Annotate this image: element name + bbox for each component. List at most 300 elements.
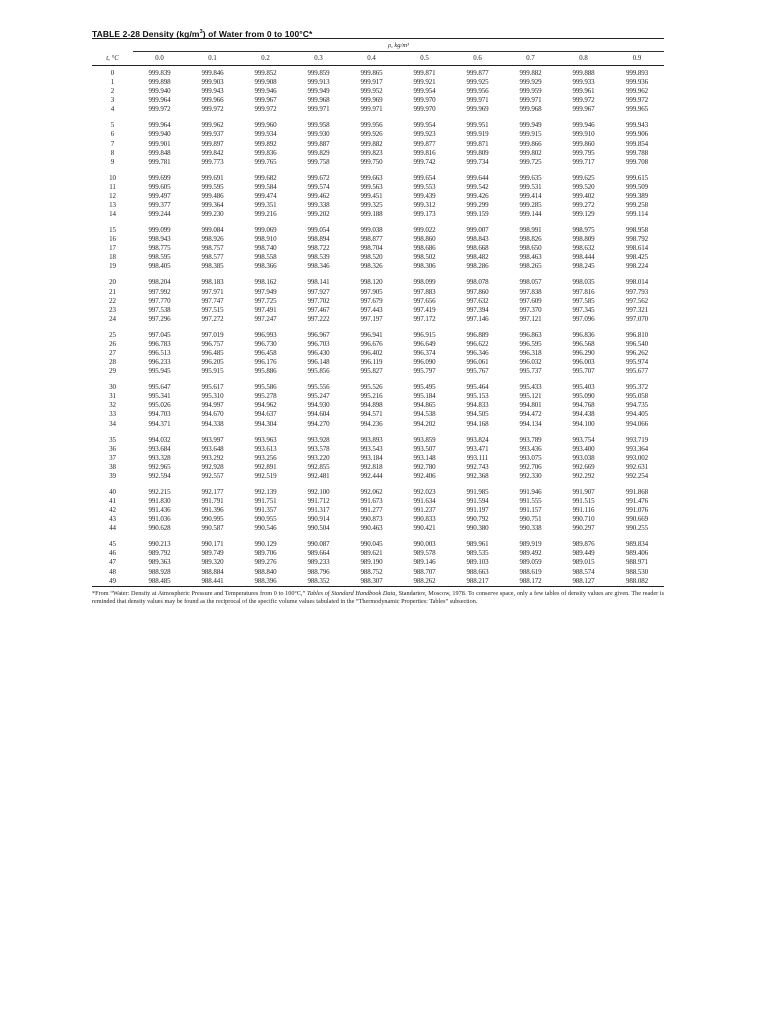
density-cell: 996.090 [413,358,436,367]
density-cell: 998.632 [572,244,595,253]
temperature-cell: 46 [109,549,116,558]
density-cell: 994.100 [572,419,595,428]
temperature-cell: 13 [109,201,116,209]
density-cell: 999.972 [201,105,224,114]
density-cell: 991.197 [466,506,489,515]
table-row [92,235,664,244]
density-cell: 999.903 [201,78,224,87]
column-header: 0.7 [504,52,557,66]
temperature-cell: 23 [109,305,116,314]
density-cell: 999.956 [466,87,489,96]
density-cell: 995.026 [148,401,171,410]
density-cell: 999.969 [360,96,383,105]
density-cell: 999.949 [307,87,330,96]
density-cell: 999.531 [519,182,542,191]
density-cell: 999.099 [148,226,171,235]
density-cell: 997.725 [254,296,277,305]
density-cell: 997.197 [360,314,383,323]
density-cell: 999.750 [360,157,383,166]
density-cell: 997.172 [413,314,436,323]
density-cell: 997.419 [413,305,436,314]
density-cell: 999.926 [360,130,383,139]
density-cell: 999.940 [148,87,171,96]
density-cell: 993.292 [201,453,224,462]
density-cell: 998.943 [148,235,171,244]
density-cell: 996.649 [413,339,436,348]
density-cell: 990.587 [201,524,224,533]
density-cell: 991.436 [148,506,171,515]
density-cell: 999.615 [625,173,649,182]
density-cell: 989.015 [572,558,595,567]
density-cell: 988.396 [254,576,277,585]
density-cell: 998.809 [572,235,595,244]
density-cell: 993.220 [307,453,330,462]
density-cell: 988.928 [148,567,171,576]
density-cell: 996.783 [148,339,171,348]
density-cell: 991.594 [466,496,489,505]
density-cell: 988.884 [201,567,224,576]
density-cell: 999.970 [413,105,436,114]
density-cell: 988.840 [254,567,277,576]
density-cell: 996.119 [360,358,383,367]
density-cell: 999.574 [307,182,330,191]
density-cell: 993.963 [254,435,277,444]
density-cell: 999.389 [625,191,649,200]
density-cell: 999.364 [201,201,224,209]
density-cell: 989.406 [625,549,649,558]
density-cell: 998.120 [360,278,383,287]
group-spacer [92,324,664,331]
density-cell: 999.910 [572,130,595,139]
table-row [92,121,664,130]
density-cell: 996.402 [360,348,383,357]
density-cell: 989.233 [307,558,330,567]
density-cell: 996.148 [307,358,330,367]
table-row [92,278,664,287]
table-footnote [92,590,664,606]
temperature-cell: 29 [109,367,116,376]
density-cell: 999.816 [413,148,436,157]
density-cell: 998.162 [254,278,277,287]
table-row [92,306,664,315]
density-cell: 995.797 [413,367,436,376]
density-cell: 991.751 [254,496,277,505]
density-cell: 999.930 [307,130,330,139]
density-cell: 992.891 [254,462,277,471]
density-cell: 999.887 [307,139,330,148]
density-cell: 999.906 [625,130,649,139]
density-cell: 990.995 [201,515,224,524]
group-spacer [92,272,664,279]
temperature-cell: 5 [110,121,115,130]
density-cell: 992.100 [307,487,330,496]
density-cell: 991.985 [466,487,489,496]
density-cell: 995.310 [201,392,224,401]
density-cell: 995.915 [201,367,224,376]
column-header: 0.0 [133,52,186,66]
density-cell: 999.007 [466,226,489,235]
density-cell: 999.758 [307,157,330,166]
density-cell: 995.945 [148,367,171,376]
density-cell: 996.836 [572,330,595,339]
density-cell: 999.956 [360,121,383,130]
density-cell: 989.492 [519,549,542,558]
table-row [92,331,664,340]
density-cell: 998.686 [413,244,436,253]
density-cell: 997.905 [360,287,383,296]
density-cell: 999.272 [572,201,595,209]
temperature-cell: 43 [109,515,116,524]
density-cell: 999.898 [148,78,171,87]
header-spacer [92,39,133,52]
density-cell: 994.703 [148,410,171,419]
density-cell: 999.520 [572,182,595,191]
density-cell: 988.352 [307,576,330,585]
density-cell: 998.306 [413,262,436,271]
density-cell: 996.430 [307,348,330,357]
temperature-cell: 38 [109,462,116,471]
density-cell: 997.146 [466,314,489,323]
density-cell: 998.326 [360,262,383,271]
density-cell: 998.346 [307,262,330,271]
density-cell: 999.244 [148,210,171,219]
density-cell: 999.839 [148,69,171,77]
density-cell: 997.609 [519,296,542,305]
density-cell: 988.172 [519,576,542,585]
temperature-cell: 10 [109,173,116,182]
density-cell: 992.780 [413,462,436,471]
temperature-cell: 44 [109,524,116,533]
density-cell: 999.958 [307,121,330,130]
density-cell: 990.255 [625,524,649,533]
density-cell: 999.129 [572,210,595,219]
table-row [92,340,664,349]
density-cell: 999.959 [519,87,542,96]
group-spacer [92,533,664,540]
density-cell: 997.345 [572,305,595,314]
density-cell: 997.632 [466,296,489,305]
temperature-cell: 8 [110,148,115,157]
density-cell: 993.075 [519,453,542,462]
table-row [92,149,664,158]
group-spacer [92,481,664,488]
density-cell: 999.563 [360,182,383,191]
density-cell: 999.708 [625,157,649,166]
temperature-cell: 34 [109,419,116,428]
density-cell: 999.871 [413,69,436,77]
density-cell: 995.586 [254,383,277,392]
density-cell: 999.462 [307,191,330,200]
density-cell: 998.877 [360,235,383,244]
density-cell: 994.505 [466,410,489,419]
density-cell: 992.743 [466,462,489,471]
temperature-cell: 49 [109,576,116,585]
table-row [92,69,664,78]
table-title-suffix: ) of Water from 0 to 100°C* [202,28,313,39]
density-cell: 998.366 [254,262,277,271]
density-cell: 997.747 [201,296,224,305]
density-cell: 988.217 [466,576,489,585]
density-cell: 997.585 [572,296,595,305]
density-cell: 999.625 [572,173,595,182]
density-cell: 999.351 [254,201,277,209]
density-cell: 991.830 [148,496,171,505]
density-cell: 990.338 [519,524,542,533]
table-row [92,515,664,524]
density-cell: 998.482 [466,253,489,262]
density-cell: 992.631 [625,462,649,471]
density-cell: 995.464 [466,383,489,392]
density-cell: 998.099 [413,278,436,287]
density-cell: 998.385 [201,262,224,271]
density-cell: 989.190 [360,558,383,567]
density-cell: 989.363 [148,558,171,567]
density-cell: 997.019 [201,330,224,339]
density-cell: 991.907 [572,487,595,496]
density-cell: 995.737 [519,367,542,376]
density-cell: 992.023 [413,487,436,496]
density-cell: 993.997 [201,435,224,444]
density-cell: 999.402 [572,191,595,200]
density-cell: 999.933 [572,78,595,87]
table-row [92,288,664,297]
density-cell: 995.767 [466,367,489,376]
density-cell: 997.793 [625,287,649,296]
density-cell: 991.237 [413,506,436,515]
table-title-prefix: TABLE 2-28 Density (kg/m [92,28,200,39]
density-cell: 999.967 [572,105,595,114]
density-cell: 999.897 [201,139,224,148]
density-cell: 998.614 [625,244,649,253]
density-cell: 989.449 [572,549,595,558]
temperature-cell: 30 [109,383,116,392]
table-row [92,201,664,210]
density-cell: 990.129 [254,540,277,549]
density-cell: 993.111 [466,453,489,462]
temperature-cell: 9 [110,157,115,166]
density-cell: 997.443 [360,305,383,314]
density-cell: 988.971 [625,558,649,567]
density-cell: 995.216 [360,392,383,401]
table-row [92,192,664,201]
density-cell: 994.066 [625,419,649,428]
column-header: 0.1 [186,52,239,66]
table-row [92,174,664,183]
density-cell: 999.964 [148,96,171,105]
density-cell: 991.555 [519,496,542,505]
density-cell: 989.621 [360,549,383,558]
density-cell: 996.346 [466,348,489,357]
temperature-cell: 1 [110,78,115,87]
density-cell: 999.954 [413,87,436,96]
density-cell: 999.312 [413,201,436,209]
density-cell: 994.538 [413,410,436,419]
density-cell: 995.856 [307,367,330,376]
density-cell: 997.816 [572,287,595,296]
table-row [92,105,664,114]
table-row [92,454,664,463]
density-cell: 999.584 [254,182,277,191]
density-cell: 998.245 [572,262,595,271]
density-cell: 997.096 [572,314,595,323]
table-row [92,358,664,367]
density-cell: 995.556 [307,383,330,392]
density-cell: 999.915 [519,130,542,139]
density-cell: 998.405 [148,262,171,271]
table-row [92,183,664,192]
density-cell: 993.507 [413,444,436,453]
density-cell: 998.014 [625,278,649,287]
density-cell: 999.486 [201,191,224,200]
density-cell: 999.937 [201,130,224,139]
density-cell: 999.788 [625,148,649,157]
density-cell: 999.773 [201,157,224,166]
density-cell: 991.515 [572,496,595,505]
density-cell: 999.946 [572,121,595,130]
density-cell: 999.842 [201,148,224,157]
document-page [92,26,664,606]
density-cell: 993.824 [466,435,489,444]
density-cell: 999.691 [201,173,224,182]
table-row [92,410,664,419]
density-cell: 990.171 [201,540,224,549]
footnote-text-2: Standartov, Moscow, 1978. To conserve space, only a few tables of density values are given. The reader is reminded that density values may be found as the reciprocal of the specific volume values tabulated in the “Thermodynamic Properties: Tables” subsection. [92,589,664,605]
density-cell: 999.968 [307,96,330,105]
density-cell: 999.943 [625,121,649,130]
density-cell: 999.144 [519,210,542,219]
density-cell: 998.425 [625,253,649,262]
density-cell: 998.826 [519,235,542,244]
column-header: 0.8 [557,52,610,66]
density-cell: 988.127 [572,576,595,585]
density-cell: 988.707 [413,567,436,576]
density-cell: 998.757 [201,244,224,253]
density-cell: 988.441 [201,576,224,585]
density-cell: 990.914 [307,515,330,524]
table-row [92,96,664,105]
density-cell: 997.992 [148,287,171,296]
density-cell: 997.702 [307,296,330,305]
density-cell: 995.090 [572,392,595,401]
density-cell: 992.215 [148,487,171,496]
density-cell: 999.859 [307,69,330,77]
density-cell: 999.173 [413,210,436,219]
density-cell: 993.436 [519,444,542,453]
density-cell: 999.921 [413,78,436,87]
density-cell: 990.045 [360,540,383,549]
temperature-cell: 21 [109,287,116,296]
table-row [92,445,664,454]
temperature-cell: 11 [109,182,116,191]
density-cell: 994.236 [360,419,383,428]
density-cell: 999.325 [360,201,383,209]
rho-header: ρ, kg/m³ [133,39,664,52]
density-cell: 997.656 [413,296,436,305]
density-cell: 998.057 [519,278,542,287]
density-cell: 993.400 [572,444,595,453]
density-cell: 999.877 [413,139,436,148]
density-cell: 992.855 [307,462,330,471]
density-cell: 998.668 [466,244,489,253]
density-cell: 999.946 [254,87,277,96]
density-cell: 994.637 [254,410,277,419]
density-cell: 989.103 [466,558,489,567]
density-cell: 997.860 [466,287,489,296]
density-cell: 999.972 [148,105,171,114]
density-cell: 991.116 [572,506,595,515]
density-cell: 988.663 [466,567,489,576]
density-cell: 995.247 [307,392,330,401]
density-cell: 997.883 [413,287,436,296]
density-cell: 989.535 [466,549,489,558]
density-cell: 999.865 [360,69,383,77]
density-cell: 998.444 [572,253,595,262]
density-cell: 993.789 [519,435,542,444]
density-cell: 999.972 [254,105,277,114]
density-cell: 999.377 [148,201,171,209]
density-cell: 996.889 [466,330,489,339]
table-row [92,392,664,401]
density-cell: 990.504 [307,524,330,533]
density-cell: 996.967 [307,330,330,339]
density-cell: 988.485 [148,576,171,585]
table-row [92,436,664,445]
density-cell: 993.328 [148,453,171,462]
density-cell: 999.951 [466,121,489,130]
density-cell: 989.834 [625,540,649,549]
density-cell: 988.752 [360,567,383,576]
density-cell: 999.888 [572,69,595,77]
density-cell: 997.394 [466,305,489,314]
density-cell: 994.270 [307,419,330,428]
density-cell: 999.644 [466,173,489,182]
table-row [92,262,664,271]
density-cell: 995.974 [625,358,649,367]
density-cell: 990.669 [625,515,649,524]
temperature-cell: 18 [109,253,116,262]
density-cell: 990.873 [360,515,383,524]
density-cell: 992.139 [254,487,277,496]
density-cell: 999.069 [254,226,277,235]
density-cell: 996.863 [519,330,542,339]
density-cell: 995.058 [625,392,649,401]
density-cell: 994.168 [466,419,489,428]
density-cell: 989.792 [148,549,171,558]
density-cell: 999.717 [572,157,595,166]
density-cell: 995.647 [148,383,171,392]
density-cell: 996.262 [625,348,649,357]
density-cell: 991.076 [625,506,649,515]
density-cell: 997.370 [519,305,542,314]
density-cell: 993.364 [625,444,649,453]
temperature-cell: 45 [109,540,116,549]
temperature-cell: 19 [109,262,116,271]
density-cell: 995.278 [254,392,277,401]
density-cell: 997.838 [519,287,542,296]
density-cell: 989.276 [254,558,277,567]
temperature-cell: 12 [109,191,116,200]
density-cell: 995.403 [572,383,595,392]
density-cell: 999.940 [148,130,171,139]
density-cell: 999.852 [254,69,277,77]
density-cell: 997.070 [625,314,649,323]
density-cell: 992.481 [307,471,330,480]
density-cell: 996.061 [466,358,489,367]
density-cell: 997.467 [307,305,330,314]
density-cell: 999.848 [148,148,171,157]
density-cell: 996.233 [148,358,171,367]
density-cell: 999.971 [519,96,542,105]
